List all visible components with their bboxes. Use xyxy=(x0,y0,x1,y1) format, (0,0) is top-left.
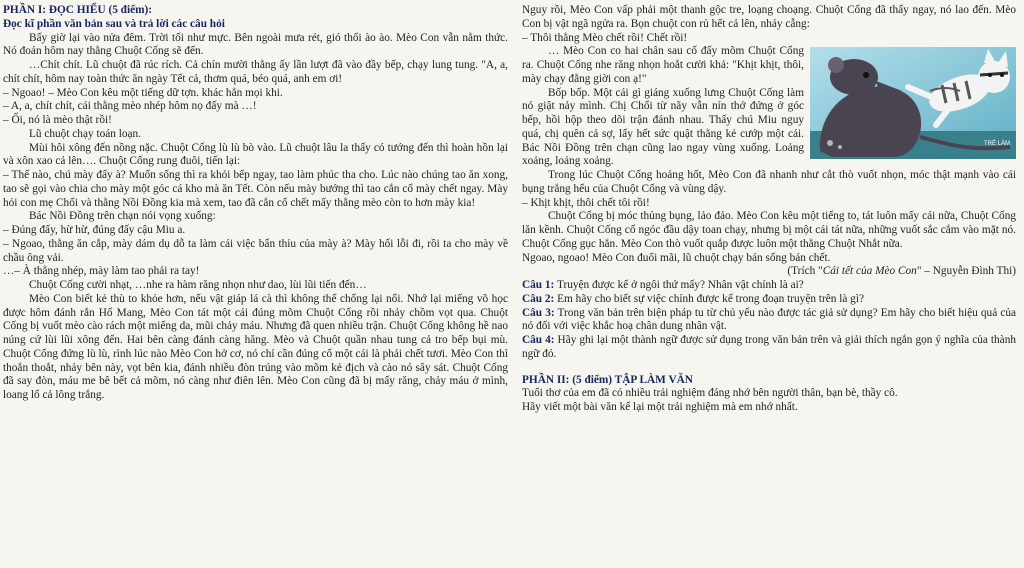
story-paragraph: Mèo Con biết kẻ thù to khỏe hơn, nếu vật giáp lá cà thì không thể chống lại nổi. Nhớ lại miếng võ học được hôm đánh rắn Hổ Mang, Mèo Con tát một cái đúng mõm Chuột Cống rồi nhảy chồm vọt qua. Chuột Cống bị vuốt mèo cào rách một miếng da, mũi chảy máu. Nhưng đã quen nhiều trận. Chuột Cống không hề nao núng cứ lùi lũi xông đến. Hai bên càng đánh càng hăng. Mèo và Chuột quần nhau tung cả tro bếp bụi mù. Chuột Cống đứng lù lù, rình lúc nào Mèo Con hở cơ, nó chỉ cần đúng cổ một cái là phải chết tươi. Mèo Con thì thoắn thoắt, nhảy bên này, vọt bên kia, đánh nhiều đòn trúng vào mõm kẻ địch và cào nó sây sát. Chuột Cống đã say đòn, máu me bê bết cả mõm, nó càng như điên lên. Mèo Con cũng đã bị mấy răng, chảy máu ở mình, loang lổ cả lông trắng. xyxy=(3,292,508,401)
story-paragraph: Bốp bốp. Một cái gì giáng xuống lưng Chuột Cống làm nó giật nảy mình. Chị Chổi từ nãy vẫn nín thở đứng ở góc bếp, hồi hộp theo dõi trận đánh nhau. Thấy chú Miu nguy quá, chị quên cả sợ, lấy hết sức quật thằng kẻ cướp một cái. Bác Nồi Đồng trên chạn cũng lao ngay vùng xuống. Loảng xoảng, loảng xoảng. xyxy=(522,86,804,168)
writing-prompt: Hãy viết một bài văn kể lại một trải nghiệm mà em nhớ nhất. xyxy=(522,401,798,413)
section-gap xyxy=(522,362,1016,374)
citation-work-title: Cái tết của Mèo Con xyxy=(822,265,917,278)
question-label: Câu 1: xyxy=(522,279,555,291)
story-dialogue: – Ngoao, thằng ăn cắp, mày dám dụ dỗ ta làm cái việc bẩn thỉu của mày à? Mày hối lỗi đi, rồi ta cho mày về chầu ông vải. xyxy=(3,237,508,264)
story-paragraph: Ngoao, ngoao! Mèo Con đuổi mãi, lũ chuột chạy bán sống bán chết. xyxy=(522,251,831,264)
story-paragraph: Lũ chuột chạy toán loạn. xyxy=(29,127,141,140)
writing-prompt: Tuổi thơ của em đã có nhiều trải nghiệm đáng nhớ bên người thân, bạn bè, thầy cô. xyxy=(522,387,898,400)
part1-heading: PHẦN I: ĐỌC HIỂU (5 điểm): xyxy=(3,4,153,16)
story-dialogue: – Đúng đấy, hừ hừ, đúng đấy cậu Miu a. xyxy=(3,224,186,236)
question-text: Em hãy cho biết sự việc chính được kể trong đoạn truyện trên là gì? xyxy=(554,292,864,305)
question-text: Trong văn bản trên biện pháp tu từ chủ yếu nào được tác giả sử dụng? Em hãy cho biết hiệu quả của nó đối với việc khắc hoạ chân dung nhân vật. xyxy=(522,306,1016,333)
illustration-watermark: TRẺ LÀM xyxy=(984,141,1011,148)
story-dialogue: – Thôi thằng Mèo chết rồi! Chết rồi! xyxy=(522,31,688,44)
question-label: Câu 4: xyxy=(522,334,555,346)
question-3 xyxy=(522,307,1016,335)
question-text: Truyện được kể ở ngôi thứ mấy? Nhân vật chính là ai? xyxy=(554,279,804,291)
question-label: Câu 3: xyxy=(522,306,555,319)
part2-heading: PHẦN II: (5 điểm) TẬP LÀM VĂN xyxy=(522,373,693,386)
story-dialogue: – Ngoao! – Mèo Con kêu một tiếng dữ tợn. khác hẳn mọi khi. xyxy=(3,86,283,99)
story-paragraph: …Chít chít. Lũ chuột đã rúc rích. Cả chín mười thằng ấy lần lượt đã vào đầy bếp, chạy lung tung. "A, a, chít chít, hôm nay toàn thức ăn ngày Tết cả, thơm quá, béo quá, anh em ơi! xyxy=(3,59,508,85)
story-dialogue: – Ối, nó là mèo thật rồi! xyxy=(3,114,112,126)
left-column xyxy=(3,4,508,403)
story-illustration xyxy=(810,47,1016,159)
story-paragraph: Chuột Cống bị móc thủng bụng, lảo đảo. Mèo Con kêu một tiếng to, tát luôn mấy cái nữa, Chuột Cống lăn kềnh. Chuột Cống cố ngóc đầu dậy toan chạy, nhưng bị một cái tát nữa, những vuốt sắc cắm vào mặt nó. Chuột Cống gục hẳn. Mèo Con thò vuốt quắp được luôn một thằng Chuột Nhắt nữa. xyxy=(522,210,1016,250)
question-2 xyxy=(522,293,1016,307)
cat-and-rat-illustration-icon xyxy=(810,47,1016,159)
reading-instruction: Đọc kĩ phần văn bản sau và trả lời các câu hỏi xyxy=(3,17,225,30)
citation xyxy=(522,265,1016,279)
story-paragraph: Bác Nồi Đồng trên chạn nói vọng xuống: xyxy=(29,210,216,223)
question-4 xyxy=(522,334,1016,362)
story-paragraph: Bấy giờ lại vào nửa đêm. Trời tối như mực. Bên ngoài mưa rét, gió thổi ào ào. Mèo Con vẫn nằm thức. Nó đoán hôm nay thằng Chuột Cống sẽ đến. xyxy=(3,31,508,58)
story-dialogue: – Khịt khịt, thôi chết tôi rồi! xyxy=(522,196,650,209)
story-paragraph: Mùi hôi xông đến nồng nặc. Chuột Cống lù lù bò vào. Lũ chuột lâu la thấy có tướng đến thì hoàn hồn lại và xôn xao cả lên…. Chuột Cống rung đuôi, tiến lại: xyxy=(3,141,508,168)
question-text: Hãy ghi lại một thành ngữ được sử dụng trong văn bản trên và giải thích ngắn gọn ý nghĩa của thành ngữ đó. xyxy=(522,334,1016,360)
story-dialogue: …– À thằng nhép, mày làm tao phải ra tay! xyxy=(3,265,200,278)
story-paragraph: Trong lúc Chuột Cống hoảng hốt, Mèo Con đã nhanh như cắt thò vuốt nhọn, móc thật mạnh vào cái bụng trắng hếu của Chuột Cống và vùng dậy. xyxy=(522,169,1016,195)
story-dialogue: – Thế nào, chú mày đấy à? Muốn sống thì ra khỏi bếp ngay, tao làm phúc tha cho. Lúc nào chúng tao ăn xong, tao sẽ gọi vào chia cho mày một góc cá kho mà ăn Tết. Còn nếu mày bướng thì tao cắn cổ mày chết ngay. Mày hỏi con mẹ Chổi và thằng Nồi Đồng kia mà xem, tao đã cắn cổ chết mấy thằng mèo còn to hơn mày kia! xyxy=(3,169,508,209)
question-label: Câu 2: xyxy=(522,292,555,305)
question-1 xyxy=(522,279,1016,293)
story-paragraph: Nguy rồi, Mèo Con vấp phải một thanh gộc tre, loạng choạng. Chuột Cống đã thấy ngay, nó lao đến. Mèo Con bị vật ngã ngửa ra. Bọn chuột con rủ hết cả lên, nhảy cẫng: xyxy=(522,4,1016,30)
right-column xyxy=(522,4,1016,415)
story-paragraph: … Mèo Con co hai chân sau cố đẩy mõm Chuột Cống ra. Chuột Cống nhe răng nhọn hoắt cười khả: "Khịt khịt, thôi, mày chạy đằng giời con ạ!" xyxy=(522,45,804,85)
citation-author: " – Nguyễn Đình Thi) xyxy=(916,265,1016,278)
story-dialogue: – A, a, chít chít, cái thằng mèo nhép hôm nọ đấy mà …! xyxy=(3,100,257,113)
citation-prefix: (Trích " xyxy=(787,265,823,278)
story-paragraph: Chuột Cống cười nhạt, …nhe ra hàm răng nhọn như dao, lùi lũi tiến đến… xyxy=(29,279,367,291)
